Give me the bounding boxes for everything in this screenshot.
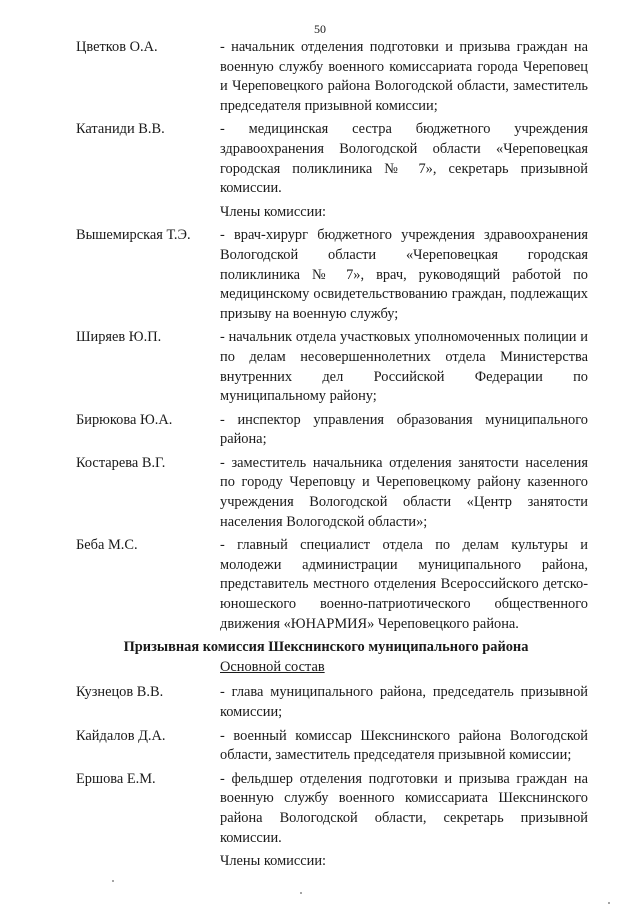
person-name: Цветков О.А. [76,39,158,55]
scan-speck [608,902,610,904]
person-role: - начальник отделения подготовки и призыва граждан на военную службу военного комиссариата города Череповец и Череповецкого района Вологодской области, заместитель председателя призывной комиссии; [220,39,588,114]
person-name: Вышемирская Т.Э. [76,227,191,244]
person-name: Кайдалов Д.А. [76,727,166,744]
scan-speck [300,892,302,894]
person-name: Беба М.С. [76,537,138,554]
person-name: Костарева В.Г. [76,454,166,471]
person-role: - глава муниципального района, председатель призывной комиссии; [220,684,588,720]
commission-entry [76,454,588,532]
commission-entry [76,536,588,634]
members-label: Члены комиссии: [220,853,327,870]
document-body [76,38,588,876]
person-name: Ширяев Ю.П. [76,329,162,346]
person-role: - главный специалист отдела по делам культуры и молодежи администрации муниципального района, представитель местного отделения Всероссийского детско-юношеского военно-патриотического общественного движения «ЮНАРМИЯ» Череповецкого района. [220,537,588,632]
commission-entry [76,411,588,450]
subsection-title: Основной состав [220,658,325,675]
person-name: Кузнецов В.В. [76,684,164,701]
section-title: Призывная комиссия Шекснинского муниципального района [123,639,529,656]
person-name: Катаниди В.В. [76,121,165,138]
person-role: - заместитель начальника отделения занятости населения по городу Череповцу и Череповецкому району казенного учреждения Вологодской области «Центр занятости населения Вологодской области»; [220,454,588,530]
person-role: - фельдшер отделения подготовки и призыва граждан на военную службу военного комиссариата Шекснинского района Вологодской области, секретарь призывной комиссии. [220,770,588,846]
scan-speck [112,880,114,882]
commission-entry [76,226,588,324]
person-name: Ершова Е.М. [76,770,156,787]
person-role: - военный комиссар Шекснинского района Вологодской области, заместитель председателя призывной комиссии; [220,727,588,764]
person-role: - инспектор управления образования муниципального района; [220,411,588,448]
person-role: - начальник отдела участковых уполномоченных полиции и по делам несовершеннолетних отдела Министерства внутренних дел Российской Федерации по муниципальному району; [220,329,588,405]
person-role: - врач-хирург бюджетного учреждения здравоохранения Вологодской области «Череповецкая городская поликлиника № 7», врач, руководящий работой по медицинскому освидетельствованию граждан, подлежащих призыву на военную службу; [220,227,588,322]
commission-entry [76,38,588,116]
page-number: 50 [314,22,326,36]
person-name: Бирюкова Ю.А. [76,411,173,428]
commission-entry [76,328,588,406]
person-role: - медицинская сестра бюджетного учреждения здравоохранения Вологодской области «Череповецкая городская поликлиника № 7», секретарь призывной комиссии. [220,121,588,197]
commission-entry [76,120,588,198]
commission-entry [76,727,588,766]
members-label: Члены комиссии: [220,203,327,220]
commission-entry [76,770,588,848]
commission-entry [76,683,588,722]
